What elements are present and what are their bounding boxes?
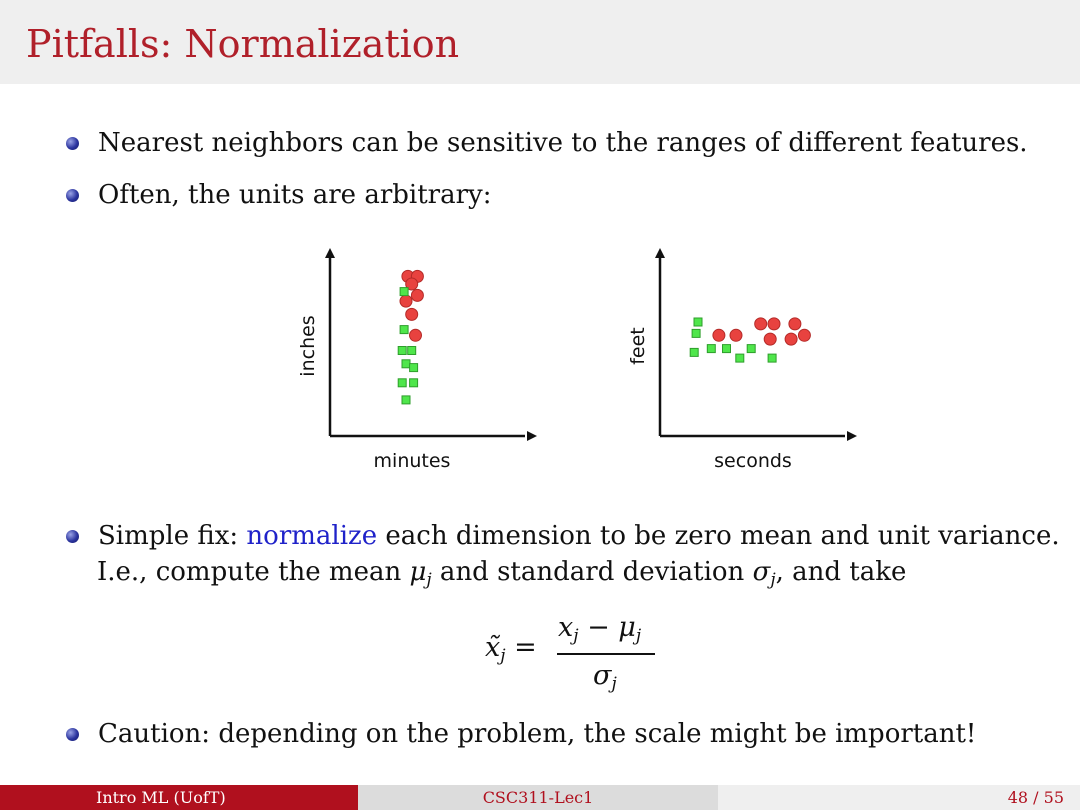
left-green-point-8 (402, 396, 410, 404)
bullet-item-2 (66, 177, 491, 213)
x-tilde: x̃ (485, 632, 501, 663)
left-x-arrowhead-icon (527, 431, 537, 441)
den-subscript: j (611, 674, 617, 694)
footer-course: Intro ML (UofT) (0, 785, 358, 810)
footer (0, 785, 1080, 810)
right-green-point-4 (723, 345, 731, 353)
bullet-icon (66, 530, 79, 543)
bullet-item-3 (66, 518, 1060, 554)
right-y-arrowhead-icon (655, 248, 665, 258)
right-green-point-3 (707, 345, 715, 353)
bullet-icon (66, 137, 79, 150)
left-green-point-3 (408, 347, 416, 355)
right-red-point-0 (713, 329, 725, 341)
left-green-point-4 (402, 360, 410, 368)
right-red-point-1 (730, 329, 742, 341)
right-red-point-5 (789, 318, 801, 330)
right-x-label: seconds (714, 450, 792, 472)
left-green-point-6 (398, 379, 406, 387)
num-minus-mu: − μ (578, 612, 636, 643)
footer-page-number: 48 / 55 (718, 785, 1080, 810)
scatter-figure-svg (290, 238, 870, 478)
title-bar (0, 0, 1080, 84)
right-green-point-2 (690, 348, 698, 356)
right-green-point-5 (736, 354, 744, 362)
left-scatter-plot (297, 248, 537, 472)
equals-sign: = (505, 632, 537, 663)
left-green-point-5 (410, 364, 418, 372)
normalization-equation (485, 610, 665, 694)
equation-lhs (485, 632, 537, 666)
bullet-text-3 (98, 518, 1060, 554)
num-x: x (558, 612, 574, 643)
left-red-point-5 (406, 308, 418, 320)
right-green-point-7 (768, 354, 776, 362)
right-red-point-6 (785, 333, 797, 345)
bullet-icon (66, 728, 79, 741)
right-red-point-2 (755, 318, 767, 330)
lhs-subscript: j (500, 646, 506, 666)
sigma-subscript: j (770, 570, 776, 590)
normalize-highlight: normalize (246, 521, 378, 551)
right-scatter-plot (627, 248, 857, 472)
num-subscript-1: j (573, 626, 579, 646)
continuation-part-b: and standard deviation (431, 557, 753, 587)
left-green-point-7 (410, 379, 418, 387)
mu-symbol: μ (409, 557, 427, 587)
continuation-part-a: I.e., compute the mean (97, 557, 410, 587)
slide-title: Pitfalls: Normalization (26, 22, 460, 66)
left-x-label: minutes (373, 450, 451, 472)
left-red-point-6 (410, 329, 422, 341)
bullet-item-1 (66, 125, 1028, 161)
bullet-text-3-pre: Simple fix: (98, 521, 247, 551)
left-red-point-4 (400, 295, 412, 307)
right-x-arrowhead-icon (847, 431, 857, 441)
right-red-point-3 (768, 318, 780, 330)
sigma-symbol: σ (752, 557, 771, 587)
bullet-text-2: Often, the units are arbitrary: (98, 180, 492, 210)
left-green-point-2 (398, 347, 406, 355)
equation-numerator (558, 612, 641, 646)
left-y-arrowhead-icon (325, 248, 335, 258)
bullet-icon (66, 189, 79, 202)
footer-lecture: CSC311-Lec1 (358, 785, 718, 810)
mu-subscript: j (426, 570, 432, 590)
right-green-point-6 (747, 345, 755, 353)
left-y-label: inches (297, 315, 319, 377)
left-red-point-3 (411, 289, 423, 301)
right-green-point-0 (694, 318, 702, 326)
bullet-text-4: Caution: depending on the problem, the scale might be important! (98, 719, 977, 749)
bullet-3-continuation (97, 554, 906, 598)
bullet-text-1: Nearest neighbors can be sensitive to the ranges of different features. (98, 128, 1028, 158)
right-green-point-1 (692, 329, 700, 337)
right-red-point-7 (798, 329, 810, 341)
fraction-bar (557, 653, 655, 655)
left-green-point-0 (400, 288, 408, 296)
equation-denominator (593, 660, 617, 694)
right-red-point-4 (764, 333, 776, 345)
continuation-part-c: , and take (775, 557, 907, 587)
right-y-label: feet (627, 327, 649, 365)
left-green-point-1 (400, 326, 408, 334)
den-sigma: σ (593, 660, 612, 691)
bullet-item-4 (66, 716, 976, 752)
scatter-figure (290, 238, 870, 478)
bullet-text-3-post: each dimension to be zero mean and unit variance. (377, 521, 1060, 551)
num-subscript-2: j (635, 626, 642, 646)
